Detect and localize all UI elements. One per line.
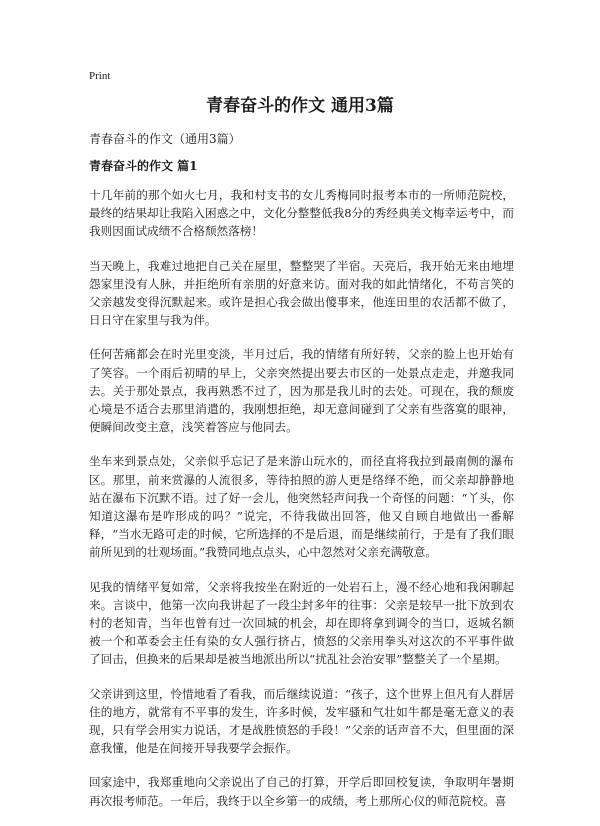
paragraph-6: 父亲讲到这里，怜惜地看了看我，而后继续说道：“孩子，这个世界上但凡有人群居住的地方，就常有不平事的发生，许多时候，发牢骚和气壮如牛都是毫无意义的表现，只有学会用实力说话，才是战胜愤怒的手段！”父亲的话声音不大，但里面的深意我懂，他是在间接开导我要学会振作。 bbox=[89, 686, 514, 756]
print-link[interactable]: Print bbox=[89, 70, 111, 82]
paragraph-2: 当天晚上，我难过地把自己关在屋里，整整哭了半宿。天亮后，我开始无来由地埋怨家里没有人脉，并拒绝所有亲朋的好意来访。面对我的如此情绪化，不苟言笑的父亲越发变得沉默起来。或许是担心我会做出傻事来，他连田里的农活都不做了，日日守在家里与我为伴。 bbox=[89, 258, 514, 328]
paragraph-1: 十几年前的那个如火七月，我和村支书的女儿秀梅同时报考本市的一所师范院校，最终的结果却让我陷入困惑之中，文化分整整低我8分的秀经典美文梅幸运考中，而我则因面试成绩不合格颓然落榜！ bbox=[89, 188, 514, 239]
paragraph-3: 任何苦痛都会在时光里变淡，半月过后，我的情绪有所好转，父亲的脸上也开始有了笑容。一个雨后初晴的早上，父亲突然提出要去市区的一处景点走走，并邀我同去。关于那处景点，我再熟悉不过了，因为那是我儿时的去处。可现在，我的颓废心境是不适合去那里消遣的，我刚想拒绝，却无意间碰到了父亲有些落寞的眼神，便瞬间改变主意，浅笑着答应与他同去。 bbox=[89, 347, 514, 435]
section-heading: 青春奋斗的作文 篇1 bbox=[89, 159, 198, 173]
document-subtitle: 青春奋斗的作文（通用3篇） bbox=[89, 132, 241, 146]
paragraph-5: 见我的情绪平复如常，父亲将我按坐在附近的一处岩石上，漫不经心地和我闲聊起来。言谈中，他第一次向我讲起了一段尘封多年的往事：父亲是较早一批下放到农村的老知青，当年也曾有过一次回城的机会，却在即将拿到调令的当口，返城名额被一个和革委会主任有染的女人强行挤占，愤怒的父亲用拳头对这次的不平事件做了回击，但换来的后果却是被当地派出所以“扰乱社会治安罪”整整关了一个星期。 bbox=[89, 579, 514, 667]
paragraph-4: 坐车来到景点处，父亲似乎忘记了是来游山玩水的，而径直将我拉到最南侧的瀑布区。那里，前来赏瀑的人流很多，等待拍照的游人更是络绎不绝，而父亲却静静地站在瀑布下沉默不语。过了好一会儿，他突然轻声问我一个奇怪的问题：“丫头，你知道这瀑布是咋形成的吗？”说完，不待我做出回答，他又自顾自地做出一番解释，“当水无路可走的时候，它所选择的不是后退，而是继续前行，于是有了我们眼前所见到的壮观场面。”我赞同地点点头，心中忽然对父亲充满敬意。 bbox=[89, 454, 514, 560]
article-body bbox=[89, 186, 514, 826]
document-title: 青春奋斗的作文 通用3篇 bbox=[206, 96, 394, 116]
paragraph-7: 回家途中，我郑重地向父亲说出了自己的打算，开学后即回校复读，争取明年暑期再次报考师范。一年后，我终于以全乡第一的成绩，考上那所心仪的师范院校。喜 bbox=[89, 775, 514, 808]
